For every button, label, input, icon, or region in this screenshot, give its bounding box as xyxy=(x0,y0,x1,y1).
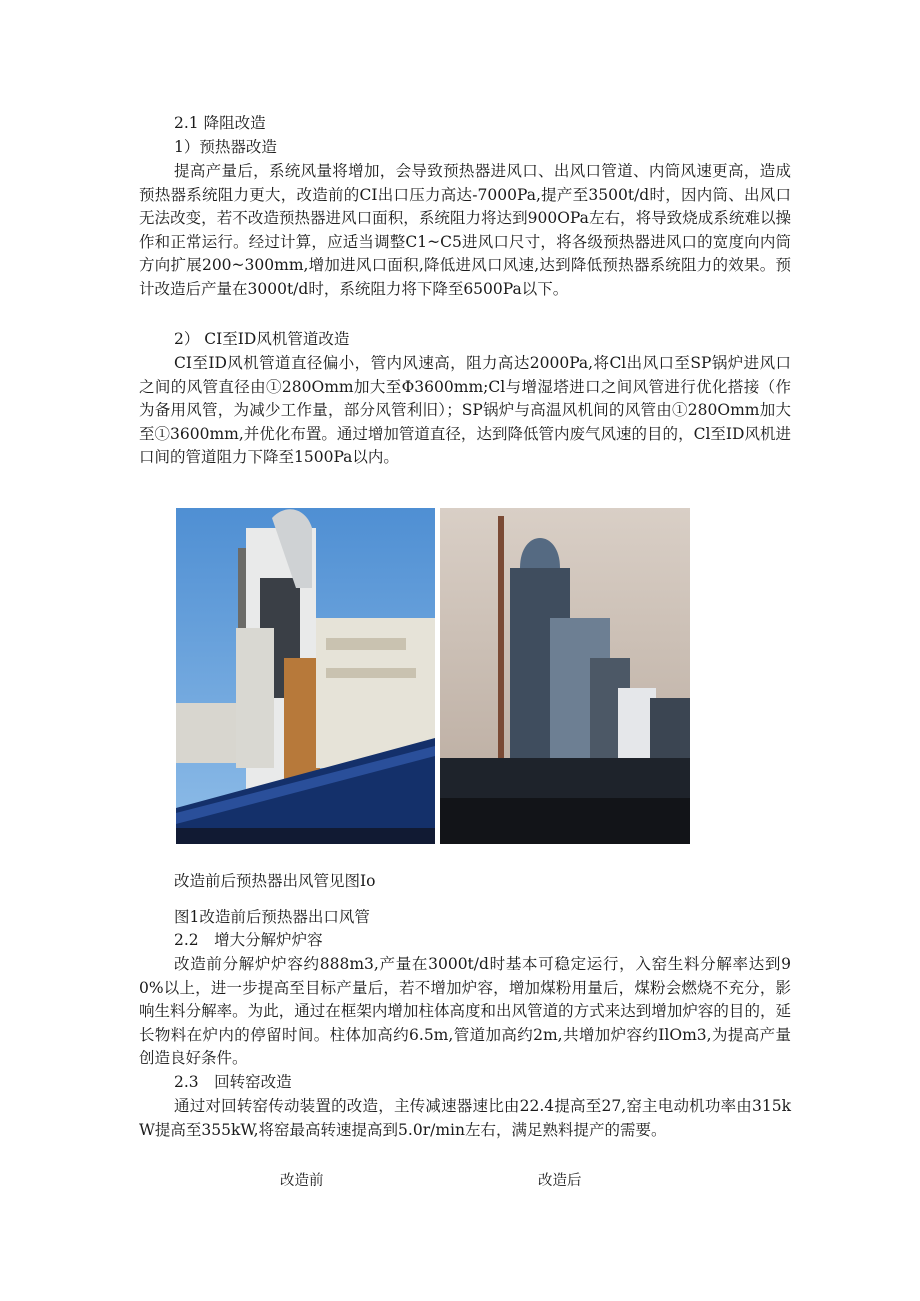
section-2-3-heading: 2.3 回转窑改造 xyxy=(174,1073,292,1091)
subsection-1-heading: 1）预热器改造 xyxy=(174,138,277,156)
photo-after-retrofit xyxy=(440,508,690,844)
subsection-2-paragraph: CI至ID风机管道直径偏小，管内风速高，阻力高达2000Pa,将Cl出风口至SP锅炉进风口之间的风管直径由①280Omm加大至Φ3600mm;Cl与增湿塔进口之间风管进行优化搭接（作为备用风管，为减少工作量，部分风管利旧）；SP锅炉与高温风机间的风管由①280Omm加大至①3600mm,并优化布置。通过增加管道直径，达到降低管内废气风速的目的，Cl至ID风机进口间的管道阻力下降至1500Pa以内。 xyxy=(139,354,791,467)
preheater-after-image xyxy=(440,508,690,844)
figure-note: 改造前后预热器出风管见图Io xyxy=(174,872,376,890)
label-before: 改造前 xyxy=(280,1173,324,1189)
subsection-2-heading: 2） CI至ID风机管道改造 xyxy=(174,330,350,348)
photo-before-retrofit xyxy=(176,508,435,844)
subsection-1-paragraph: 提高产量后，系统风量将增加，会导致预热器进风口、出风口管道、内筒风速更高，造成预热器系统阻力更大，改造前的CI出口压力高达-7000Pa,提产至3500t/d时，因内筒、出风口无法改变，若不改造预热器进风口面积，系统阻力将达到900OPa左右，将导致烧成系统难以操作和正常运行。经过计算，应适当调整C1~C5进风口尺寸，将各级预热器进风口的宽度向内筒方向扩展200~300mm,增加进风口面积,降低进风口风速,达到降低预热器系统阻力的效果。预计改造后产量在3000t/d时，系统阻力将下降至6500Pa以下。 xyxy=(139,162,791,298)
section-2-2-heading: 2.2 增大分解炉炉容 xyxy=(174,931,323,949)
section-2-3-paragraph: 通过对回转窑传动装置的改造，主传减速器速比由22.4提高至27,窑主电动机功率由315kW提高至355kW,将窑最高转速提高到5.0r/min左右，满足熟料提产的需要。 xyxy=(139,1097,791,1139)
preheater-before-image xyxy=(176,508,435,844)
label-after: 改造后 xyxy=(538,1173,582,1189)
section-2-1-heading: 2.1 降阻改造 xyxy=(174,114,266,132)
section-2-2-paragraph: 改造前分解炉炉容约888m3,产量在3000t/d时基本可稳定运行，入窑生料分解率达到90%以上，进一步提高至目标产量后，若不增加炉容，增加煤粉用量后，煤粉会燃烧不充分，影响生料分解率。为此，通过在框架内增加柱体高度和出风管道的方式来达到增加炉容的目的，延长物料在炉内的停留时间。柱体加高约6.5m,管道加高约2m,共增加炉容约IlOm3,为提高产量创造良好条件。 xyxy=(139,955,791,1068)
figure-caption: 图1改造前后预热器出口风管 xyxy=(174,908,370,926)
